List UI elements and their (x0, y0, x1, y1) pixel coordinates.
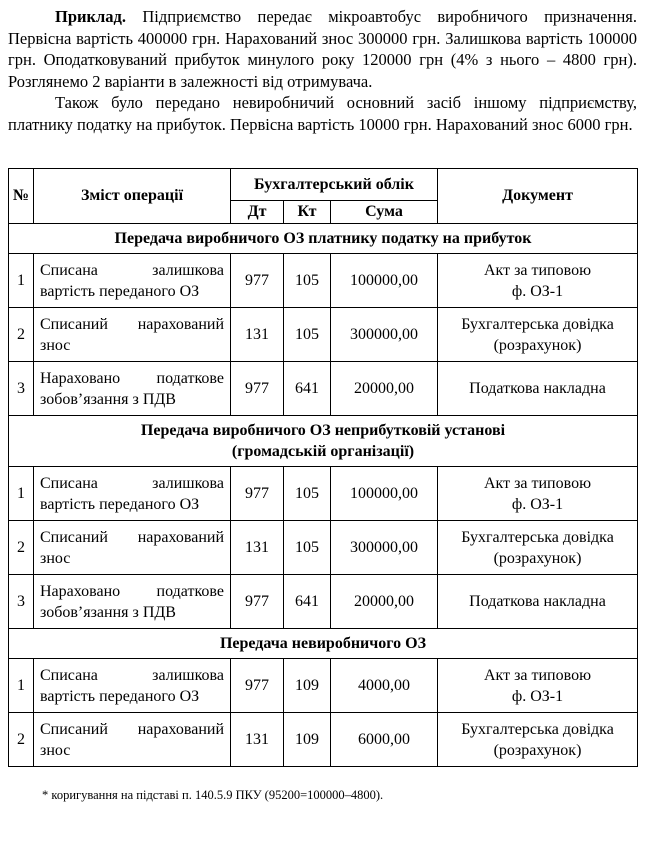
document-cell: Податкова накладна (438, 362, 638, 416)
sum-cell: 300000,00 (331, 308, 438, 362)
section-header-row (9, 629, 638, 659)
table-header (9, 169, 638, 224)
debit-cell: 977 (231, 254, 284, 308)
sum-cell: 20000,00 (331, 362, 438, 416)
credit-cell: 105 (284, 521, 331, 575)
debit-cell: 977 (231, 659, 284, 713)
credit-cell: 641 (284, 575, 331, 629)
row-number-cell: 1 (9, 254, 34, 308)
credit-cell: 105 (284, 308, 331, 362)
debit-cell: 977 (231, 575, 284, 629)
document-cell: Бухгалтерська довідка (розрахунок) (438, 521, 638, 575)
credit-cell: 105 (284, 254, 331, 308)
operation-cell: Нараховано податкове зобов’язання з ПДВ (34, 362, 231, 416)
document-cell: Акт за типовою ф. ОЗ-1 (438, 659, 638, 713)
debit-cell: 977 (231, 362, 284, 416)
credit-cell: 109 (284, 713, 331, 767)
operation-cell: Списана залишкова вартість переданого ОЗ (34, 659, 231, 713)
sum-cell: 100000,00 (331, 467, 438, 521)
header-credit: Кт (284, 201, 331, 224)
debit-cell: 977 (231, 467, 284, 521)
sum-cell: 300000,00 (331, 521, 438, 575)
intro-paragraph-example (8, 6, 637, 92)
table-row (9, 713, 638, 767)
row-number-cell: 3 (9, 575, 34, 629)
table-row (9, 575, 638, 629)
document-cell: Бухгалтерська довідка (розрахунок) (438, 713, 638, 767)
header-sum: Сума (331, 201, 438, 224)
section-header-row (9, 224, 638, 254)
table-row (9, 254, 638, 308)
row-number-cell: 2 (9, 713, 34, 767)
footnote: * коригування на підставі п. 140.5.9 ПКУ (95200=100000–4800). (42, 788, 384, 802)
document-cell: Бухгалтерська довідка (розрахунок) (438, 308, 638, 362)
section-title: Передача виробничого ОЗ платнику податку на прибуток (9, 224, 638, 254)
section-title: Передача невиробничого ОЗ (9, 629, 638, 659)
accounting-entries-table (8, 168, 638, 767)
operation-cell: Списаний нарахований знос (34, 308, 231, 362)
header-debit: Дт (231, 201, 284, 224)
sum-cell: 20000,00 (331, 575, 438, 629)
document-cell: Акт за типовою ф. ОЗ-1 (438, 254, 638, 308)
intro-paragraph-second: Також було передано невиробничий основний засіб іншому підприємству, платнику податку на прибуток. Первісна вартість 10000 грн. Нарахований знос 6000 грн. (8, 93, 637, 134)
row-number-cell: 2 (9, 521, 34, 575)
table-row (9, 308, 638, 362)
header-document: Документ (438, 169, 638, 224)
header-operation: Зміст операції (34, 169, 231, 224)
credit-cell: 105 (284, 467, 331, 521)
table-row (9, 521, 638, 575)
sum-cell: 100000,00 (331, 254, 438, 308)
sum-cell: 4000,00 (331, 659, 438, 713)
table-row (9, 467, 638, 521)
operation-cell: Списаний нарахований знос (34, 713, 231, 767)
table-body (9, 224, 638, 767)
section-header-row (9, 416, 638, 467)
credit-cell: 109 (284, 659, 331, 713)
sum-cell: 6000,00 (331, 713, 438, 767)
row-number-cell: 3 (9, 362, 34, 416)
table-row (9, 362, 638, 416)
row-number-cell: 1 (9, 467, 34, 521)
document-cell: Податкова накладна (438, 575, 638, 629)
credit-cell: 641 (284, 362, 331, 416)
section-title: Передача виробничого ОЗ неприбутковій установі (громадській організації) (9, 416, 638, 467)
debit-cell: 131 (231, 713, 284, 767)
row-number-cell: 2 (9, 308, 34, 362)
table-row (9, 659, 638, 713)
operation-cell: Списаний нарахований знос (34, 521, 231, 575)
document-cell: Акт за типовою ф. ОЗ-1 (438, 467, 638, 521)
debit-cell: 131 (231, 521, 284, 575)
row-number-cell: 1 (9, 659, 34, 713)
example-lead-label: Приклад. (55, 7, 127, 26)
intro-paragraph-example-text: Підприємство передає мікроавтобус виробничого призначення. Первісна вартість 400000 грн. Нарахований знос 300000 грн. Залишкова вартість 100000 грн. Оподатковуваний прибуток минулого року 120000 грн (4% з нього – 4800 грн). Розглянемо 2 варіанти в залежності від отримувача. (8, 7, 637, 91)
operation-cell: Списана залишкова вартість переданого ОЗ (34, 467, 231, 521)
operation-cell: Списана залишкова вартість переданого ОЗ (34, 254, 231, 308)
header-accounting: Бухгалтерський облік (231, 169, 438, 201)
header-num: № (9, 169, 34, 224)
debit-cell: 131 (231, 308, 284, 362)
operation-cell: Нараховано податкове зобов’язання з ПДВ (34, 575, 231, 629)
